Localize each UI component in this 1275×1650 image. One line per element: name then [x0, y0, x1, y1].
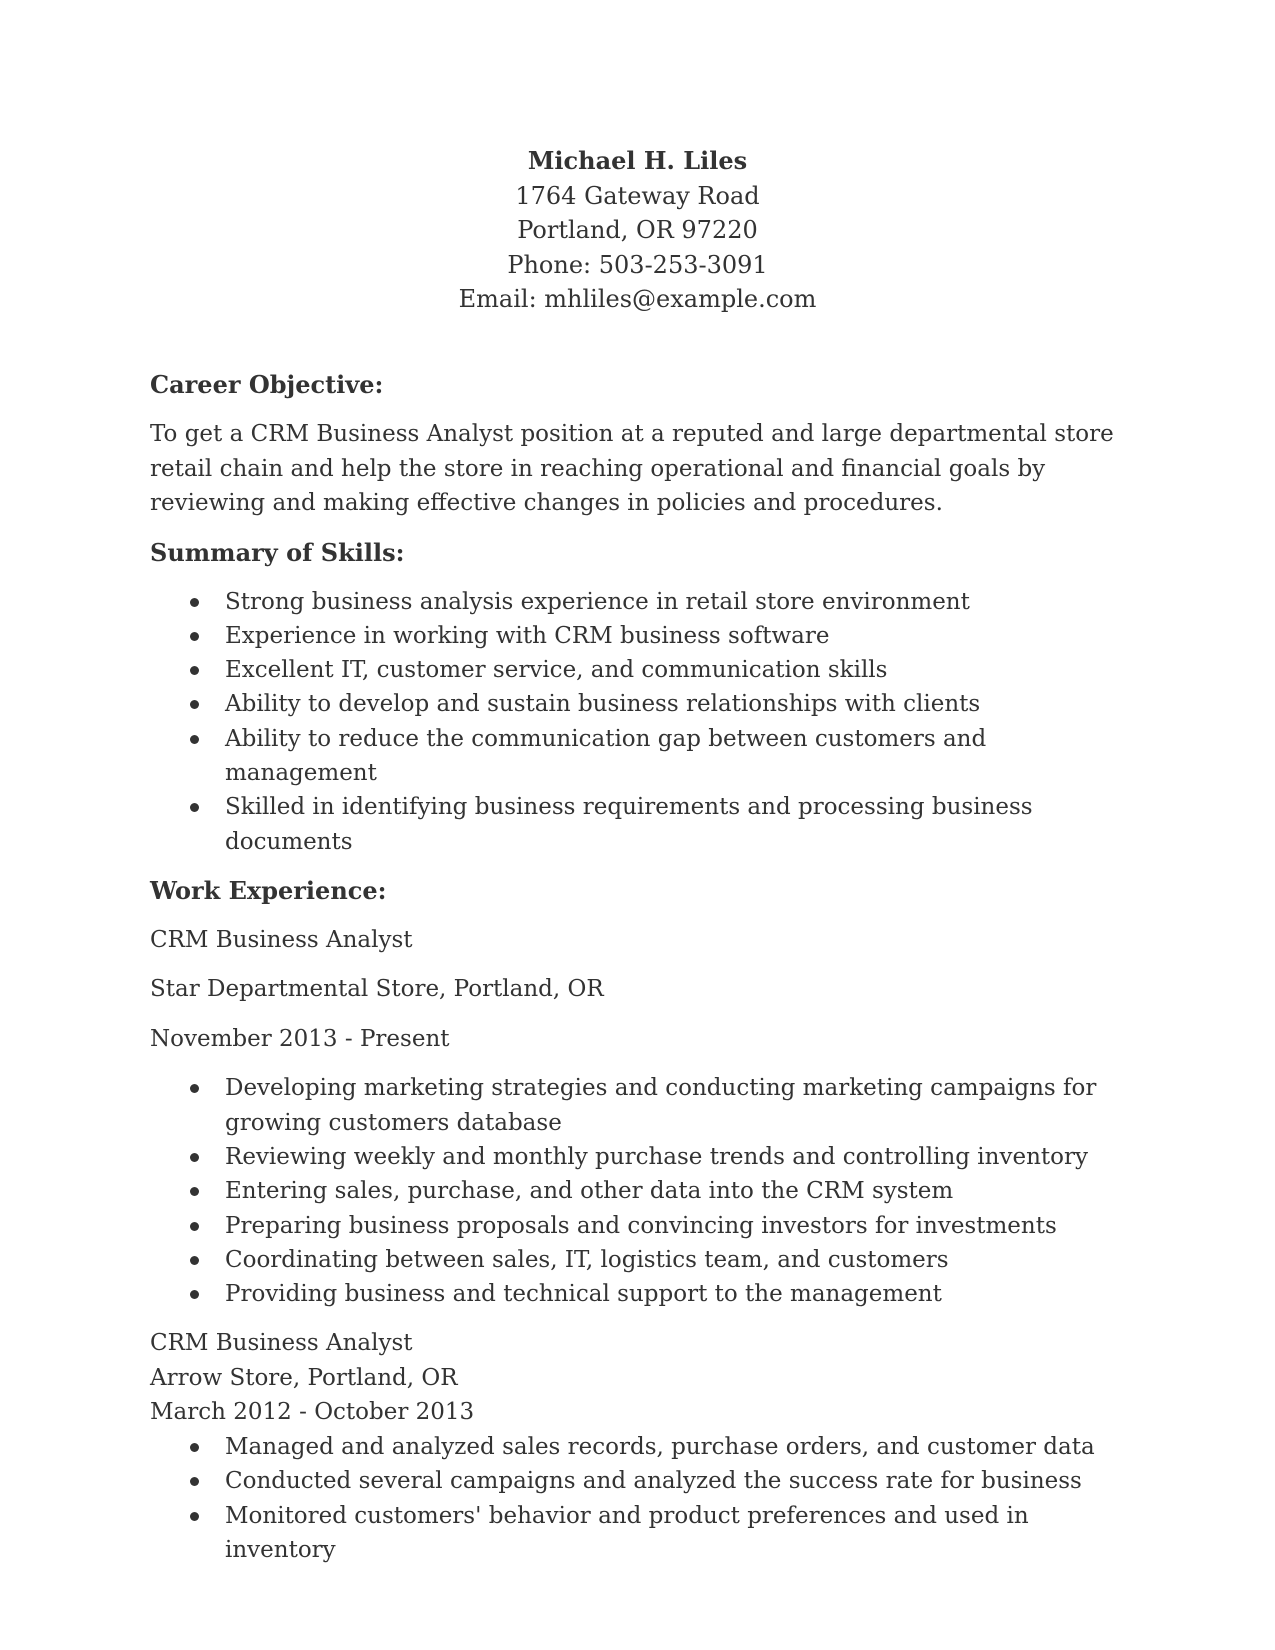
bullet-icon [190, 803, 199, 812]
job-duties-list [150, 1430, 1140, 1567]
list-item: Coordinating between sales, IT, logistics team, and customers [150, 1243, 1140, 1277]
bullet-icon [190, 632, 199, 641]
bullet-icon [190, 1153, 199, 1162]
list-item: Experience in working with CRM business software [150, 619, 1140, 653]
candidate-name: Michael H. Liles [527, 146, 748, 175]
list-item: Preparing business proposals and convincing investors for investments [150, 1209, 1140, 1243]
list-item: Excellent IT, customer service, and communication skills [150, 653, 1140, 687]
list-item: Managed and analyzed sales records, purchase orders, and customer data [150, 1430, 1140, 1464]
job-dates: November 2013 - Present [150, 1025, 450, 1052]
list-item: Strong business analysis experience in retail store environment [150, 585, 1140, 619]
work-experience-heading: Work Experience: [150, 875, 387, 905]
list-item: Entering sales, purchase, and other data into the CRM system [150, 1174, 1140, 1208]
bullet-icon [190, 700, 199, 709]
skills-list [150, 585, 1140, 859]
bullet-icon [190, 1443, 199, 1452]
bullet-icon [190, 1256, 199, 1265]
email-line: Email: mhliles@example.com [458, 285, 817, 313]
bullet-icon [190, 1477, 199, 1486]
list-item: Ability to reduce the communication gap between customers and management [150, 722, 1140, 791]
bullet-icon [190, 598, 199, 607]
list-item: Reviewing weekly and monthly purchase trends and controlling inventory [150, 1140, 1140, 1174]
career-objective-heading: Career Objective: [150, 370, 384, 399]
list-item: Skilled in identifying business requirements and processing business documents [150, 790, 1140, 859]
bullet-icon [190, 1290, 199, 1299]
address-line-1: 1764 Gateway Road [515, 181, 760, 210]
bullet-icon [190, 1222, 199, 1231]
job-company: Arrow Store, Portland, OR [150, 1364, 458, 1391]
bullet-icon [190, 735, 199, 744]
phone-line: Phone: 503-253-3091 [507, 250, 768, 279]
list-item: Ability to develop and sustain business relationships with clients [150, 687, 1140, 721]
skills-heading: Summary of Skills: [150, 537, 405, 567]
bullet-icon [190, 1512, 199, 1521]
bullet-icon [190, 1084, 199, 1093]
job-title: CRM Business Analyst [150, 1330, 413, 1357]
list-item: Providing business and technical support to the management [150, 1277, 1140, 1311]
bullet-icon [190, 666, 199, 675]
resume-body [150, 368, 1140, 1567]
resume-header [0, 144, 1275, 317]
list-item: Developing marketing strategies and conducting marketing campaigns for growing customers database [150, 1071, 1140, 1140]
bullet-icon [190, 1187, 199, 1196]
list-item: Conducted several campaigns and analyzed the success rate for business [150, 1464, 1140, 1498]
list-item: Monitored customers' behavior and product preferences and used in inventory [150, 1499, 1140, 1568]
career-objective-text: To get a CRM Business Analyst position at a reputed and large departmental store retail chain and help the store in reaching operational and financial goals by reviewing and making effective changes in policies and procedures. [150, 421, 1114, 516]
job-duties-list [150, 1071, 1140, 1311]
job-title: CRM Business Analyst [150, 926, 413, 953]
job-company: Star Departmental Store, Portland, OR [150, 976, 604, 1003]
job-dates: March 2012 - October 2013 [150, 1399, 475, 1426]
address-line-2: Portland, OR 97220 [517, 216, 758, 244]
